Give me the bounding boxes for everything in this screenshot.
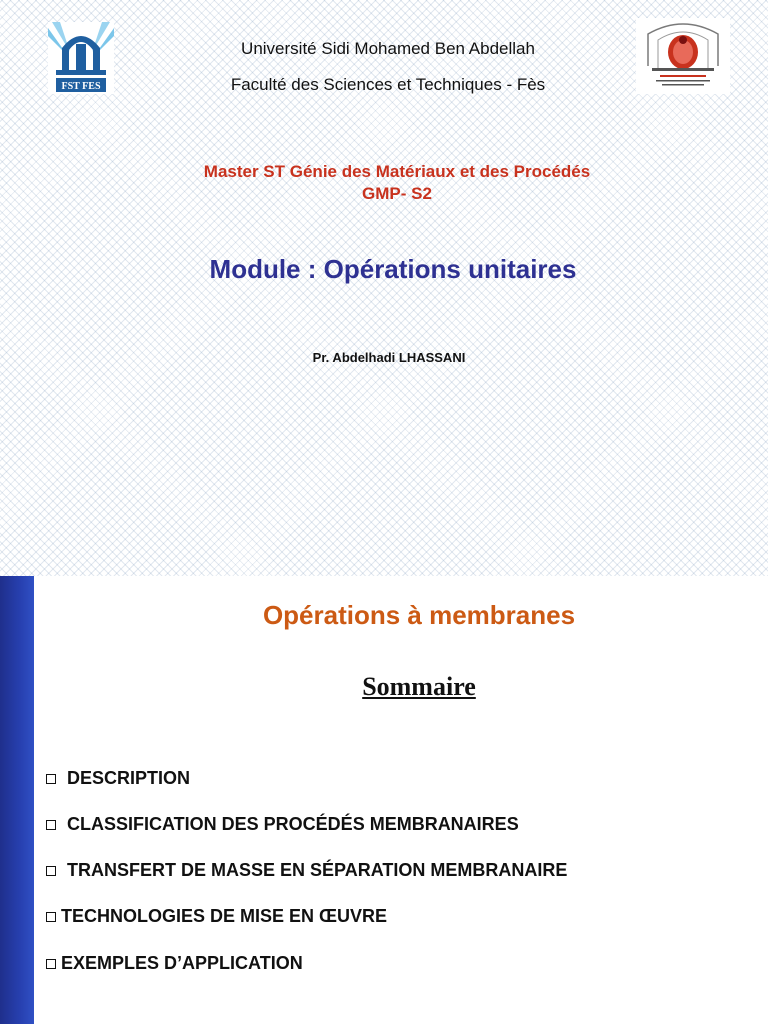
toc-item-classification: [46, 814, 519, 835]
master-line-2: GMP- S2: [362, 184, 432, 203]
toc-item-label: TRANSFERT DE MASSE EN SÉPARATION MEMBRANAIRE: [67, 860, 568, 880]
professor-name: Pr. Abdelhadi LHASSANI: [312, 350, 466, 365]
summary-slide: [0, 576, 768, 1024]
toc-item-label: DESCRIPTION: [67, 768, 191, 788]
university-name: Université Sidi Mohamed Ben Abdellah: [241, 39, 535, 58]
toc-item-description: [46, 768, 190, 789]
checkbox-icon: [46, 774, 56, 784]
toc-item-label: EXEMPLES D’APPLICATION: [61, 953, 303, 973]
checkbox-icon: [46, 866, 56, 876]
summary-heading: Sommaire: [362, 672, 476, 701]
faculty-name: Faculté des Sciences et Techniques - Fès: [230, 75, 546, 94]
checkbox-icon: [46, 820, 56, 830]
toc-item-label: CLASSIFICATION DES PROCÉDÉS MEMBRANAIRES: [67, 814, 519, 834]
toc-item-transfert: [46, 860, 567, 881]
section-title: Opérations à membranes: [262, 600, 576, 630]
module-title: Module : Opérations unitaires: [209, 254, 577, 284]
master-line-1: Master ST Génie des Matériaux et des Procédés: [203, 162, 591, 181]
svg-text:FST FES: FST FES: [61, 81, 101, 92]
checkbox-icon: [46, 912, 56, 922]
checkbox-icon: [46, 959, 56, 969]
master-title: [100, 161, 694, 205]
toc-item-technologies: [46, 906, 387, 927]
toc-item-exemples: [46, 953, 303, 974]
toc-item-label: TECHNOLOGIES DE MISE EN ŒUVRE: [61, 906, 388, 926]
blue-side-bar: [0, 576, 34, 1024]
